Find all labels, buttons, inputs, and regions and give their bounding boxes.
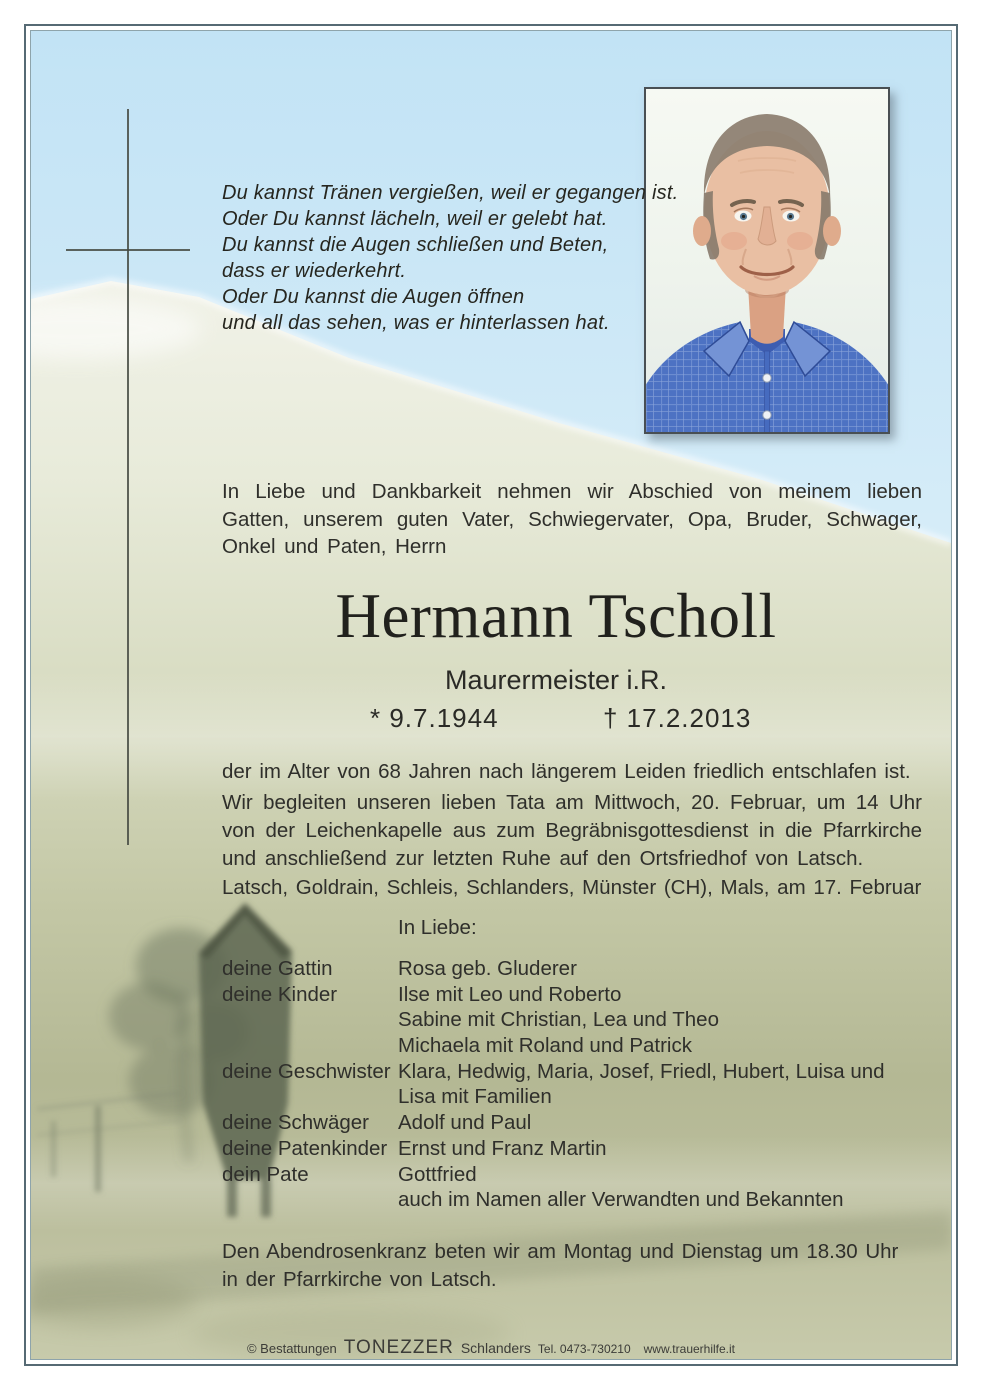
poem-line: dass er wiederkehrt. (222, 260, 407, 282)
obituary-line: der im Alter von 68 Jahren nach längerem Leiden friedlich entschlafen ist. (222, 760, 911, 783)
family-value: auch im Namen aller Verwandten und Bekannten (398, 1188, 844, 1212)
footer-brand: TONEZZER (343, 1337, 454, 1358)
family-row (222, 982, 885, 1008)
family-value: Rosa geb. Gluderer (398, 957, 577, 980)
poem-line: Du kannst die Augen schließen und Beten, (222, 234, 609, 256)
birth-date: * 9.7.1944 (370, 703, 499, 733)
poem-line: Oder Du kannst lächeln, weil er gelebt hat. (222, 208, 608, 230)
portrait-photo (644, 87, 890, 434)
family-row (222, 1136, 885, 1162)
memorial-cross-vertical (127, 109, 129, 845)
family-value: Lisa mit Familien (398, 1085, 552, 1109)
memorial-card (30, 30, 952, 1360)
death-date: † 17.2.2013 (603, 703, 752, 733)
rosary-info: Den Abendrosenkranz beten wir am Montag und Dienstag um 18.30 Uhr in der Pfarrkirche von Latsch. (222, 1240, 899, 1291)
family-value: Ernst und Franz Martin (398, 1136, 607, 1160)
intro-text: In Liebe und Dankbarkeit nehmen wir Abschied von meinem lieben Gatten, unserem guten Vater, Schwiegervater, Opa, Bruder, Schwager, Onkel und Paten, Herrn (222, 480, 922, 558)
family-row (222, 1187, 885, 1213)
family-label: deine Geschwister (222, 1059, 391, 1083)
family-value: Gottfried (398, 1162, 477, 1186)
deceased-name: Hermann Tscholl (335, 581, 777, 651)
family-row (222, 1084, 885, 1110)
poem-line: Oder Du kannst die Augen öffnen (222, 286, 525, 308)
family-label: dein Pate (222, 1162, 309, 1186)
family-value: Michaela mit Roland und Patrick (398, 1034, 692, 1058)
family-list (222, 956, 885, 1213)
footer-telephone: Tel. 0473-730210 (537, 1342, 631, 1356)
family-label: deine Kinder (222, 982, 338, 1006)
family-value: Ilse mit Leo und Roberto (398, 982, 622, 1006)
funeral-details: Wir begleiten unseren lieben Tata am Mittwoch, 20. Februar, um 14 Uhr von der Leichenkapelle aus zum Begräbnisgottesdienst in die Pfarrkirche und anschließend zur letzten Ruhe auf den Ortsfriedhof von Latsch. (222, 791, 922, 870)
poem (222, 180, 678, 336)
family-row (222, 1110, 885, 1136)
mourning-places: Latsch, Goldrain, Schleis, Schlanders, Münster (CH), Mals, am 17. Februar (222, 876, 922, 899)
footer-url: www.trauerhilfe.it (643, 1342, 736, 1356)
footer-place: Schlanders (460, 1340, 531, 1356)
family-row (222, 1033, 885, 1059)
family-row (222, 1007, 885, 1033)
family-value: Adolf und Paul (398, 1111, 532, 1135)
family-label: deine Schwäger (222, 1111, 370, 1135)
in-love-label: In Liebe: (398, 916, 477, 939)
poem-line: Du kannst Tränen vergießen, weil er gegangen ist. (222, 182, 679, 204)
family-label: deine Patenkinder (222, 1136, 388, 1160)
family-row (222, 956, 885, 982)
family-row (222, 1059, 885, 1085)
footer-copyright: © Bestattungen (246, 1341, 337, 1356)
memorial-cross-horizontal (66, 249, 190, 251)
family-label: deine Gattin (222, 957, 333, 980)
family-value: Klara, Hedwig, Maria, Josef, Friedl, Hubert, Luisa und (398, 1059, 885, 1083)
footer (31, 1337, 951, 1359)
family-row (222, 1162, 885, 1188)
family-value: Sabine mit Christian, Lea und Theo (398, 1008, 719, 1032)
poem-line: und all das sehen, was er hinterlassen hat. (222, 312, 610, 334)
profession: Maurermeister i.R. (444, 665, 668, 695)
portrait-illustration (646, 89, 888, 432)
